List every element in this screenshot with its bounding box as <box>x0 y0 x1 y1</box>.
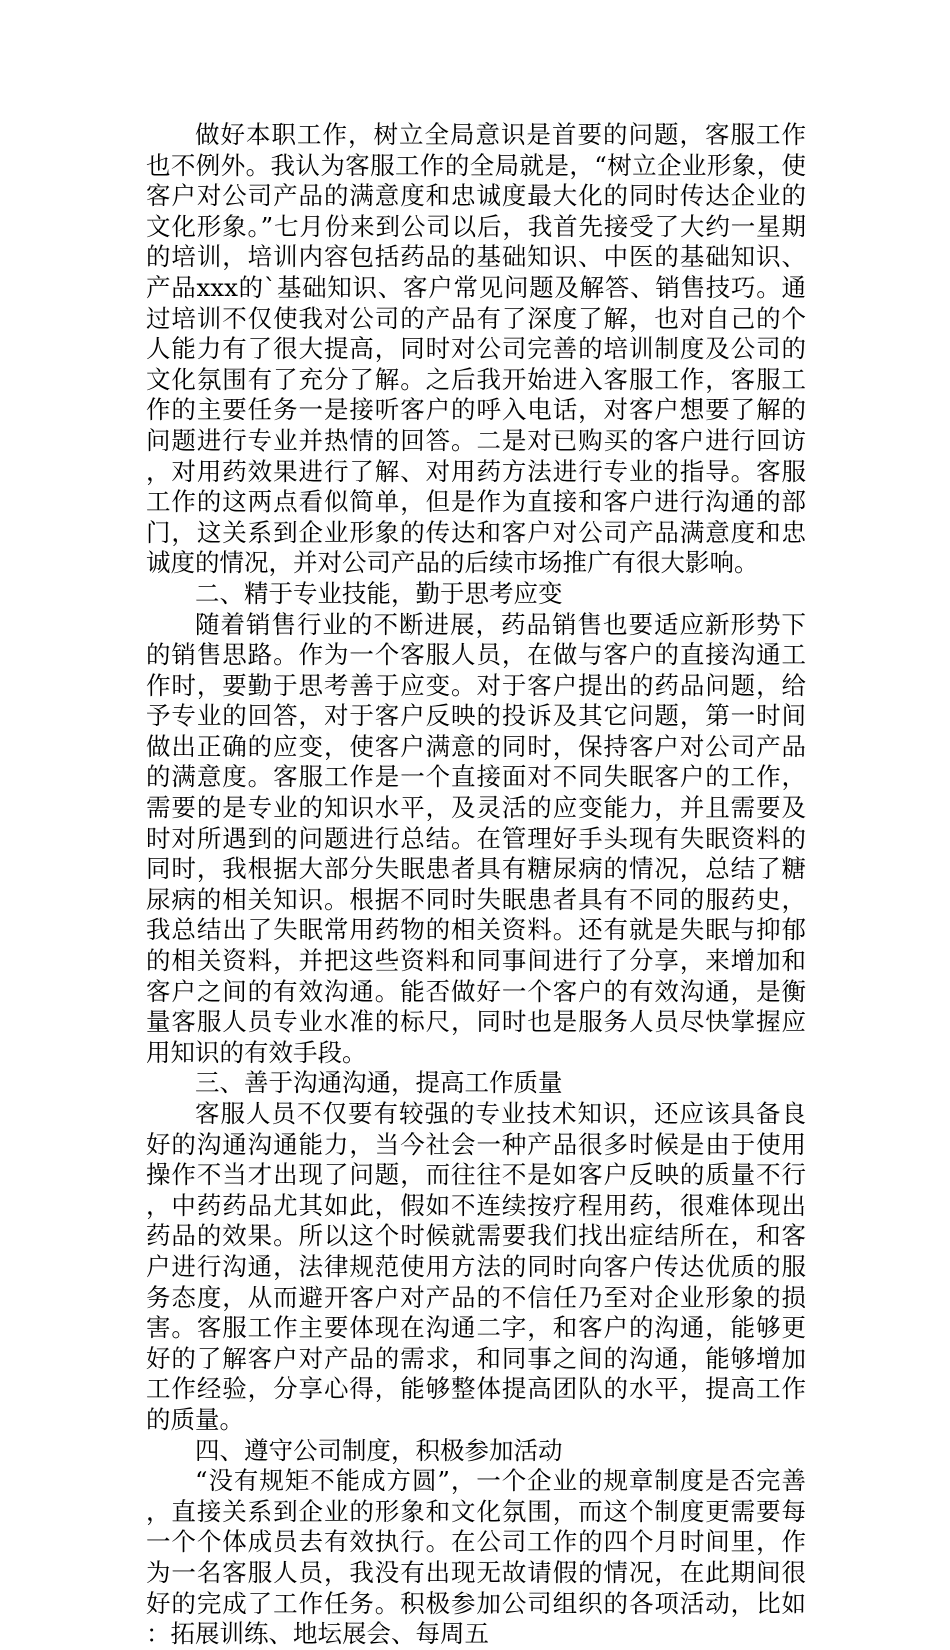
paragraph-section-4: “没有规矩不能成方圆”，一个企业的规章制度是否完善，直接关系到企业的形象和文化氛围，而这个制度更需要每一个个体成员去有效执行。在公司工作的四个月时间里，作为一名客服人员，我没有出现无故请假的情况，在此期间很好的完成了工作任务。积极参加公司组织的各项活动，比如：拓展训练、地坛展会、每周五 <box>146 1466 806 1649</box>
document-body <box>146 120 806 1650</box>
section-heading-4: 四、遵守公司制度，积极参加活动 <box>195 1435 563 1465</box>
section-heading-2: 二、精于专业技能，勤于思考应变 <box>195 578 563 608</box>
paragraph-section-2: 随着销售行业的不断进展，药品销售也要适应新形势下的销售思路。作为一个客服人员，在做与客户的直接沟通工作时，要勤于思考善于应变。对于客户提出的药品问题，给予专业的回答，对于客户反映的投诉及其它问题，第一时间做出正确的应变，使客户满意的同时，保持客户对公司产品的满意度。客服工作是一个直接面对不同失眠客户的工作，需要的是专业的知识水平，及灵活的应变能力，并且需要及时对所遇到的问题进行总结。在管理好手头现有失眠资料的同时，我根据大部分失眠患者具有糖尿病的情况，总结了糖尿病的相关知识。根据不同时失眠患者具有不同的服药史，我总结出了失眠常用药物的相关资料。还有就是失眠与抑郁的相关资料，并把这些资料和同事间进行了分享，来增加和客户之间的有效沟通。能否做好一个客户的有效沟通，是衡量客服人员专业水准的标尺，同时也是服务人员尽快掌握应用知识的有效手段。 <box>146 609 806 1067</box>
section-heading-3: 三、善于沟通沟通，提高工作质量 <box>195 1068 563 1098</box>
paragraph-intro: 做好本职工作，树立全局意识是首要的问题，客服工作也不例外。我认为客服工作的全局就是，“树立企业形象，使客户对公司产品的满意度和忠诚度最大化的同时传达企业的文化形象。”七月份来到公司以后，我首先接受了大约一星期的培训，培训内容包括药品的基础知识、中医的基础知识、产品xxx的`基础知识、客户常见问题及解答、销售技巧。通过培训不仅使我对公司的产品有了深度了解，也对自己的个人能力有了很大提高，同时对公司完善的培训制度及公司的文化氛围有了充分了解。之后我开始进入客服工作，客服工作的主要任务一是接听客户的呼入电话，对客户想要了解的问题进行专业并热情的回答。二是对已购买的客户进行回访，对用药效果进行了解、对用药方法进行专业的指导。客服工作的这两点看似简单，但是作为直接和客户进行沟通的部门，这关系到企业形象的传达和客户对公司产品满意度和忠诚度的情况，并对公司产品的后续市场推广有很大影响。 <box>146 120 806 578</box>
paragraph-section-3: 客服人员不仅要有较强的专业技术知识，还应该具备良好的沟通沟通能力，当今社会一种产品很多时候是由于使用操作不当才出现了问题，而往往不是如客户反映的质量不行，中药药品尤其如此，假如不连续按疗程用药，很难体现出药品的效果。所以这个时候就需要我们找出症结所在，和客户进行沟通，法律规范使用方法的同时向客户传达优质的服务态度，从而避开客户对产品的不信任乃至对企业形象的损害。客服工作主要体现在沟通二字，和客户的沟通，能够更好的了解客户对产品的需求，和同事之间的沟通，能够增加工作经验，分享心得，能够整体提高团队的水平，提高工作的质量。 <box>146 1099 806 1434</box>
